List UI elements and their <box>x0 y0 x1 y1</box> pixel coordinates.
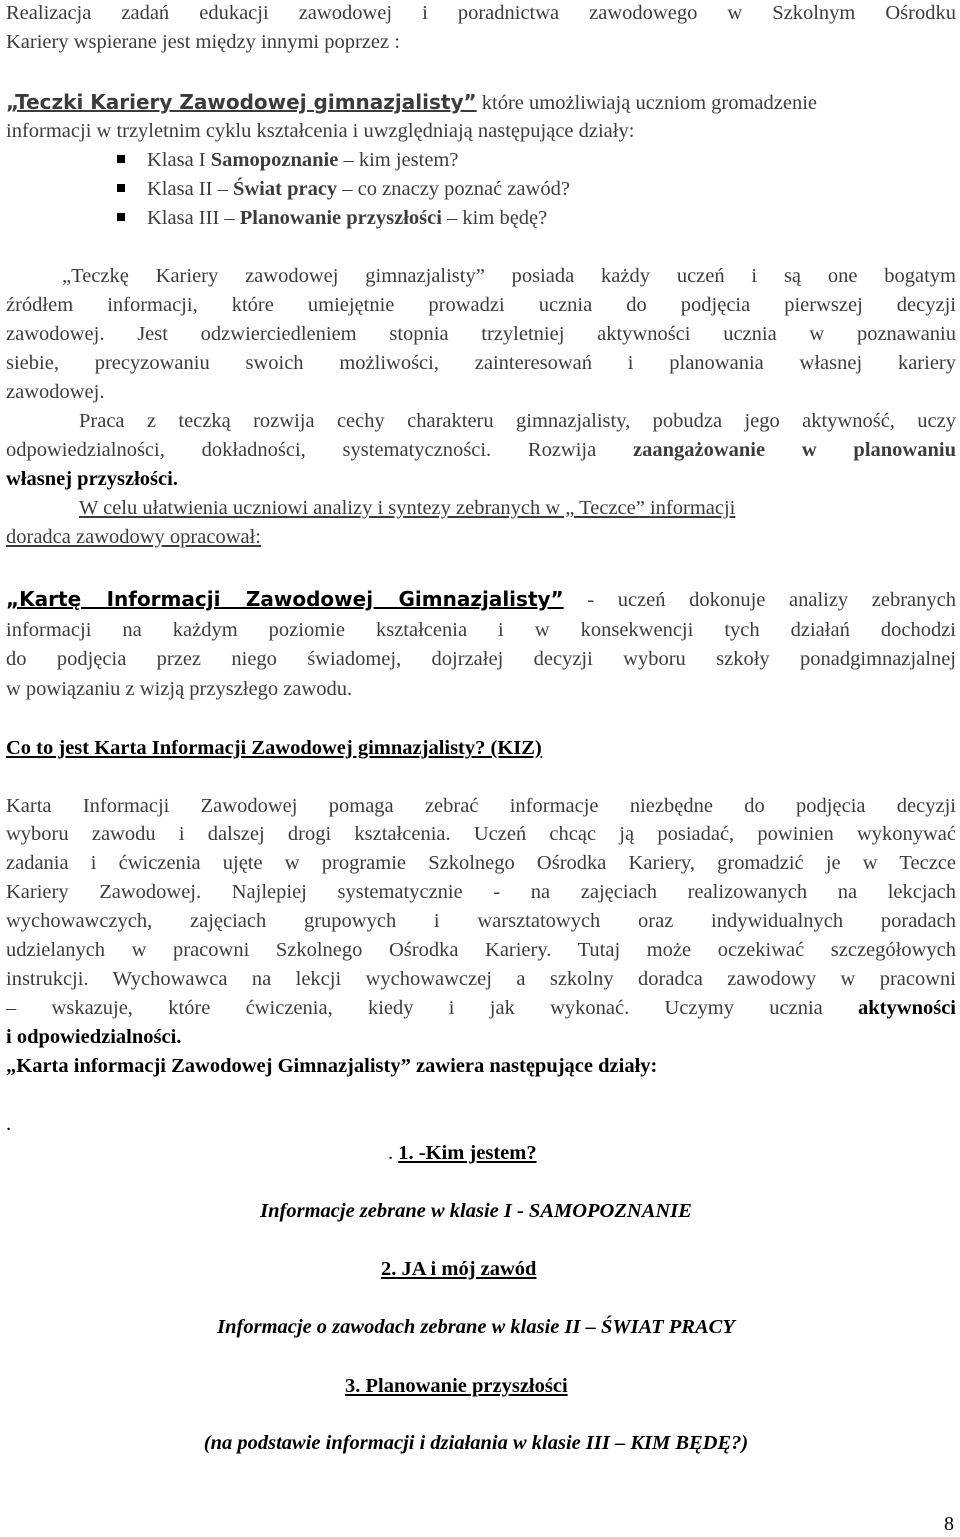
bullet-icon <box>117 184 125 192</box>
bullet-icon <box>117 213 125 221</box>
kiz-line-6: udzielanych w pracowni Szkolnego Ośrodka Kariery. Tutaj może oczekiwać szczegółowych <box>6 939 956 961</box>
para1-line-2: źródłem informacji, które umiejętnie prowadzi ucznia do podjęcia pierwszej decyzji <box>6 294 956 316</box>
karta-line-1: „Kartę Informacji Zawodowej Gimnazjalisty” - uczeń dokonuje analizy zebranych <box>6 587 957 611</box>
bullet-icon <box>117 155 125 163</box>
kiz-line-8: – wskazuje, które ćwiczenia, kiedy i jak wykonać. Uczymy ucznia aktywności <box>6 997 956 1019</box>
teczki-line-1 <box>6 88 817 118</box>
kiz-line-7: instrukcji. Wychowawca na lekcji wychowawczej a szkolny doradca zawodowy w pracowni <box>6 968 956 990</box>
para3-line-1: W celu ułatwienia uczniowi analizy i syntezy zebranych w „ Teczce” informacji <box>79 497 736 519</box>
kiz-line-1: Karta Informacji Zawodowej pomaga zebrać informacje niezbędne do podjęcia decyzji <box>6 795 956 817</box>
para2-line-1: Praca z teczką rozwija cechy charakteru gimnazjalisty, pobudza jego aktywność, uczy <box>79 410 956 432</box>
kiz-heading: Co to jest Karta Informacji Zawodowej gimnazjalisty? (KIZ) <box>6 737 542 759</box>
section-2-note: Informacje o zawodach zebrane w klasie II – ŚWIAT PRACY <box>217 1316 735 1338</box>
kiz-line-3: zadania i ćwiczenia ujęte w programie Szkolnego Ośrodka Kariery, gromadzić je w Teczce <box>6 852 956 874</box>
para3-line-2: doradca zawodowy opracował: <box>6 526 261 548</box>
section-1-note: Informacje zebrane w klasie I - SAMOPOZNANIE <box>260 1200 692 1222</box>
karta-line-2: informacji na każdym poziomie kształcenia i w konsekwencji tych działań dochodzi <box>6 619 956 641</box>
para2-line-3: własnej przyszłości. <box>6 468 178 490</box>
teczki-item-3: Klasa III – Planowanie przyszłości – kim będę? <box>117 204 547 233</box>
section-2-title: 2. JA i mój zawód <box>381 1258 537 1280</box>
kiz-line-5: wychowawczych, zajęciach grupowych i warsztatowych oraz indywidualnych poradach <box>6 910 956 932</box>
section-3-note: (na podstawie informacji i działania w klasie III – KIM BĘDĘ?) <box>203 1432 749 1454</box>
teczki-title: „Teczki Kariery Zawodowej gimnazjalisty” <box>6 90 477 114</box>
para1-line-5: zawodowej. <box>6 381 105 403</box>
kiz-line-9: i odpowiedzialności. <box>6 1026 182 1048</box>
para1-line-3: zawodowej. Jest odzwierciedleniem stopnia trzyletniej aktywności ucznia w poznawaniu <box>6 323 956 345</box>
karta-line-3: do podjęcia przez niego świadomej, dojrzałej decyzji wyboru szkoły ponadgimnazjalnej <box>6 648 956 670</box>
kiz-line-2: wyboru zawodu i dalszej drogi kształcenia. Uczeń chcąc ją posiadać, powinien wykonywać <box>6 823 956 845</box>
karta-line-4: w powiązaniu z wizją przyszłego zawodu. <box>6 678 353 700</box>
section-3-title: 3. Planowanie przyszłości <box>345 1375 568 1397</box>
page-number: 8 <box>944 1513 954 1535</box>
teczki-item-2: Klasa II – Świat pracy – co znaczy poznać zawód? <box>117 175 570 204</box>
karta-title: „Kartę Informacji Zawodowej Gimnazjalisty” <box>6 587 564 611</box>
teczki-item-1: Klasa I Samopoznanie – kim jestem? <box>117 146 458 175</box>
teczki-line-2: informacji w trzyletnim cyklu kształcenia i uwzględniają następujące działy: <box>6 120 635 142</box>
section-1-title: . 1. -Kim jestem? <box>388 1142 537 1164</box>
teczki-rest: które umożliwiają uczniom gromadzenie <box>476 92 818 114</box>
kiz-line-4: Kariery Zawodowej. Najlepiej systematycznie - na zajęciach realizowanych na lekcjach <box>6 881 956 903</box>
para2-line-2: odpowiedzialności, dokładności, systematyczności. Rozwija zaangażowanie w planowaniu <box>6 439 956 461</box>
stray-dot: . <box>6 1113 12 1135</box>
para1-line-4: siebie, precyzowaniu swoich możliwości, zainteresowań i planowania własnej kariery <box>6 352 956 374</box>
sections-heading: „Karta informacji Zawodowej Gimnazjalisty” zawiera następujące działy: <box>6 1055 658 1077</box>
intro-line-2: Kariery wspierane jest między innymi poprzez : <box>6 31 400 53</box>
intro-line-1: Realizacja zadań edukacji zawodowej i poradnictwa zawodowego w Szkolnym Ośrodku <box>6 2 956 24</box>
para1-line-1: „Teczkę Kariery zawodowej gimnazjalisty” posiada każdy uczeń i są one bogatym <box>62 265 956 287</box>
